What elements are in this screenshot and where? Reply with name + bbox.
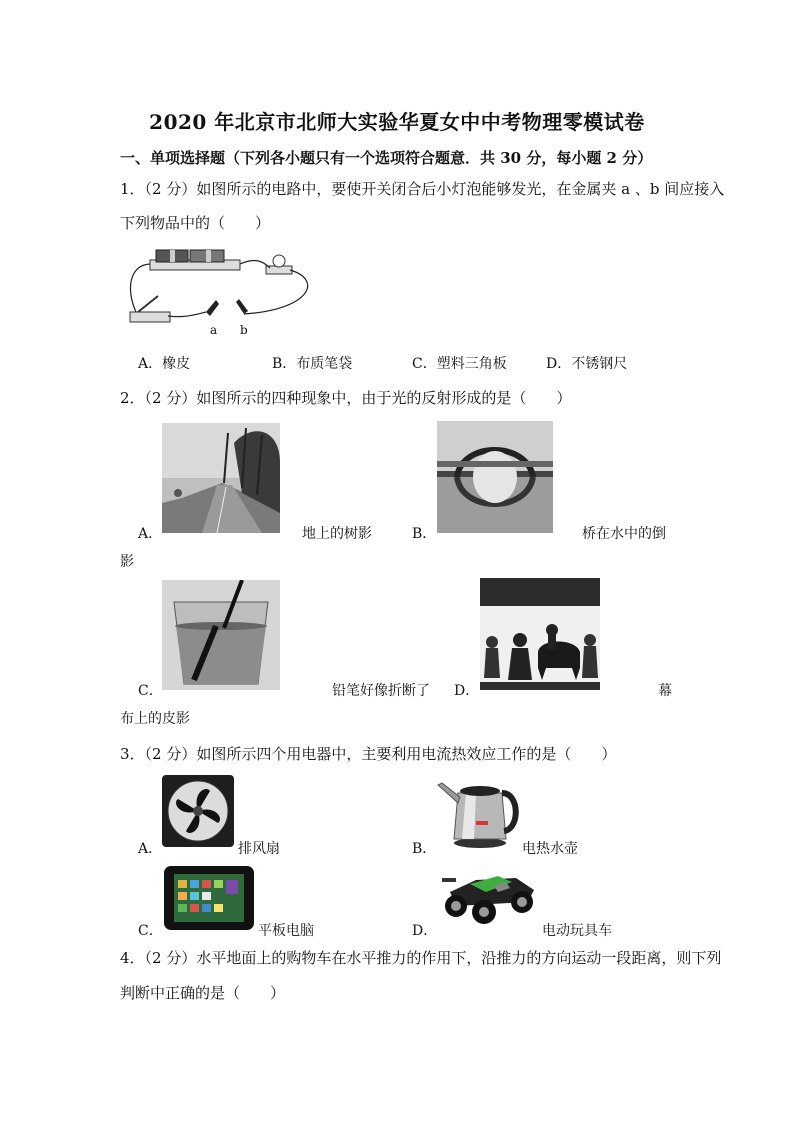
q2-stem: 2．（2 分）如图所示的四种现象中，由于光的反射形成的是（ ）: [120, 389, 572, 407]
tablet-computer-icon: [164, 866, 254, 930]
q3-option-d-letter[interactable]: D．: [412, 923, 438, 939]
bulb-icon: [273, 255, 285, 267]
q1-option-d[interactable]: D．不锈钢尺: [546, 356, 628, 372]
switch-base: [130, 312, 170, 322]
q2-image-shadow-puppets: [480, 578, 600, 690]
q1-stem-line2: 下列物品中的（ ）: [120, 214, 271, 232]
q2-option-c-text: 铅笔好像折断了: [332, 683, 430, 699]
q2-option-a-letter[interactable]: A．: [138, 526, 163, 542]
q2-option-c-letter[interactable]: C．: [138, 683, 163, 699]
q3-option-a-text: 排风扇: [238, 841, 280, 857]
q3-option-b-text: 电热水壶: [522, 841, 578, 857]
q2-image-pencil-in-glass: [162, 580, 280, 690]
q2-option-b-wrap: 影: [120, 554, 134, 570]
q3-option-a-letter[interactable]: A．: [138, 841, 163, 857]
battery-band-2: [206, 250, 211, 262]
clip-b-icon: [236, 299, 248, 314]
q2-image-tree-shadow: [162, 423, 280, 533]
q2-option-d-wrap: 布上的皮影: [120, 711, 190, 727]
clip-a-icon: [206, 300, 219, 316]
q1-stem-line1: 1．（2 分）如图所示的电路中，要使开关闭合后小灯泡能够发光，在金属夹 a 、b 间应接入: [120, 180, 725, 198]
clip-a-label: a: [210, 323, 218, 337]
toy-car-icon: [436, 862, 540, 926]
section-heading: 一、单项选择题（下列各小题只有一个选项符合题意．共 30 分，每小题 2 分）: [120, 149, 653, 167]
q1-circuit-diagram: [124, 240, 324, 340]
q1-option-a[interactable]: A．橡皮: [138, 356, 191, 372]
q3-option-c-letter[interactable]: C．: [138, 923, 163, 939]
switch-lever: [138, 296, 158, 312]
q3-option-b-letter[interactable]: B．: [412, 841, 437, 857]
q2-option-d-letter[interactable]: D．: [454, 683, 480, 699]
battery-band-1: [170, 250, 175, 262]
q2-option-b-letter[interactable]: B．: [412, 526, 437, 542]
q4-stem-line2: 判断中正确的是（ ）: [120, 984, 286, 1002]
q3-option-c-text: 平板电脑: [258, 923, 314, 939]
wire-right: [244, 270, 308, 314]
clip-b-label: b: [240, 323, 248, 337]
q2-option-a-text: 地上的树影: [302, 526, 372, 542]
q2-option-d-text: 幕: [658, 683, 672, 699]
exhaust-fan-icon: [162, 775, 234, 847]
q1-option-c[interactable]: C．塑料三角板: [412, 356, 507, 372]
page-title: 2020 年北京市北师大实验华夏女中中考物理零模试卷: [149, 110, 645, 134]
q2-image-bridge-reflection: [437, 421, 553, 533]
q3-stem: 3．（2 分）如图所示四个用电器中，主要利用电流热效应工作的是（ ）: [120, 745, 617, 763]
q3-option-d-text: 电动玩具车: [542, 923, 612, 939]
q2-option-b-text: 桥在水中的倒: [582, 526, 666, 542]
electric-kettle-icon: [436, 773, 520, 849]
q4-stem-line1: 4．（2 分）水平地面上的购物车在水平推力的作用下，沿推力的方向运动一段距离，则下列: [120, 949, 722, 967]
wire-switch: [168, 312, 206, 317]
q1-option-b[interactable]: B．布质笔袋: [272, 356, 353, 372]
